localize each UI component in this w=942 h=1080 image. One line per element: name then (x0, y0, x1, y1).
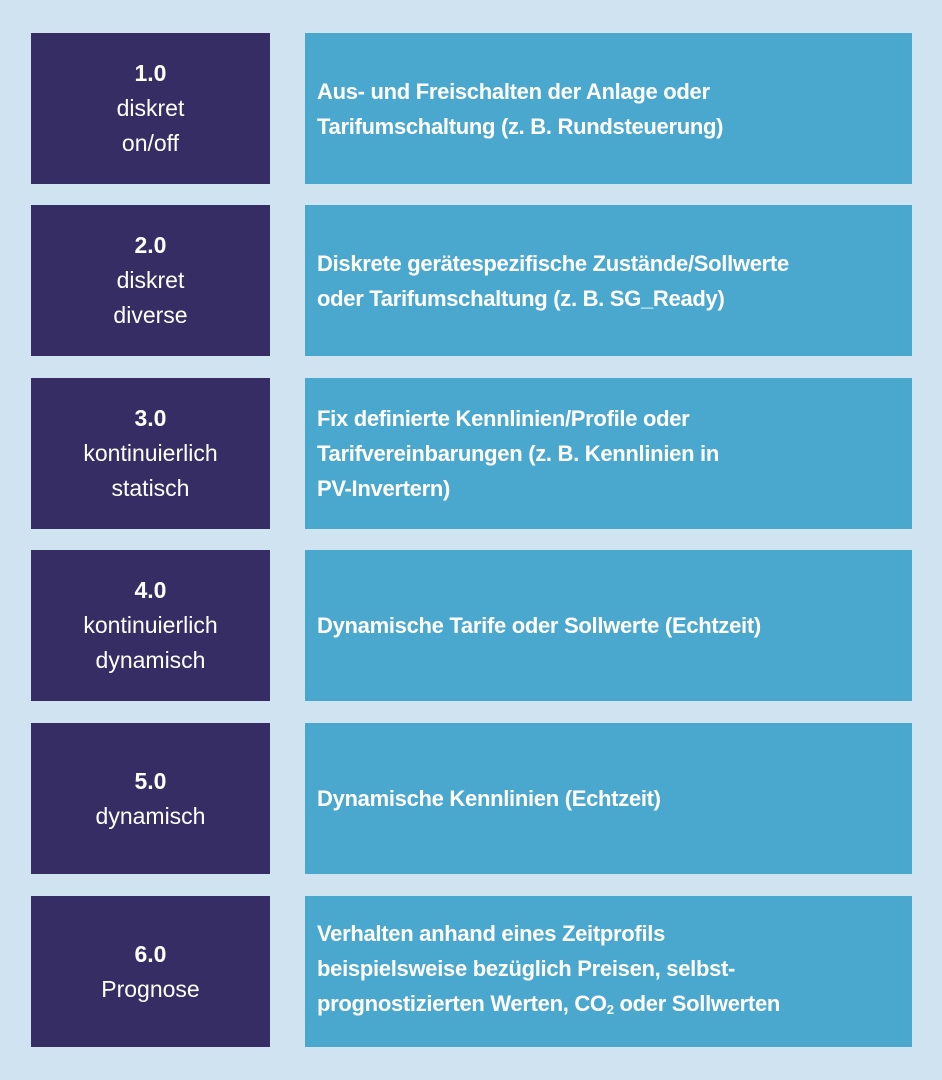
description-line: Verhalten anhand eines Zeitprofils (317, 921, 665, 946)
description-text-part: prognostizierten Werten, CO (317, 991, 607, 1016)
description-text (317, 74, 723, 144)
level-box-4 (31, 550, 270, 701)
description-line: Dynamische Tarife oder Sollwerte (Echtzeit) (317, 613, 761, 638)
description-text-part: oder Sollwerten (613, 991, 781, 1016)
description-text (317, 246, 789, 316)
level-row-2 (31, 205, 912, 356)
level-number: 2.0 (134, 232, 167, 258)
description-box-1 (305, 33, 912, 184)
level-box-2 (31, 205, 270, 356)
level-number: 3.0 (134, 405, 167, 431)
level-number: 4.0 (134, 577, 167, 603)
level-row-6 (31, 896, 912, 1047)
description-box-6 (305, 896, 912, 1047)
description-line: oder Tarifumschaltung (z. B. SG_Ready) (317, 285, 725, 311)
level-label: diverse (113, 302, 188, 328)
description-line: Fix definierte Kennlinien/Profile oder (317, 406, 690, 431)
level-label: on/off (121, 130, 180, 156)
level-label: statisch (111, 475, 190, 501)
description-text (317, 781, 661, 816)
level-box-3 (31, 378, 270, 529)
level-row-3 (31, 378, 912, 529)
description-box-4 (305, 550, 912, 701)
description-line: Tarifumschaltung (z. B. Rundsteuerung) (317, 113, 724, 139)
level-box-6 (31, 896, 270, 1047)
description-text (317, 916, 780, 1027)
level-label: diskret (116, 95, 185, 121)
level-label: diskret (116, 267, 185, 293)
description-line-last (317, 986, 780, 1027)
description-box-5 (305, 723, 912, 874)
description-line: beispielsweise bezüglich Preisen, selbst- (317, 956, 736, 981)
description-box-2 (305, 205, 912, 356)
level-label: dynamisch (95, 802, 206, 829)
description-box-3 (305, 378, 912, 529)
description-text (317, 608, 761, 643)
description-line: Tarifvereinbarungen (z. B. Kennlinien in (317, 441, 719, 466)
level-number: 1.0 (134, 60, 167, 86)
level-row-5 (31, 723, 912, 874)
level-box-5 (31, 723, 270, 874)
level-number: 5.0 (134, 767, 167, 794)
level-label: kontinuierlich (83, 440, 218, 466)
level-label: dynamisch (95, 647, 206, 673)
level-number: 6.0 (134, 940, 167, 967)
level-box-1 (31, 33, 270, 184)
description-text (317, 401, 719, 506)
level-row-1 (31, 33, 912, 184)
subscript-2: 2 (606, 1002, 614, 1017)
level-label: kontinuierlich (83, 612, 218, 638)
level-row-4 (31, 550, 912, 701)
level-label: Prognose (101, 975, 200, 1002)
description-line: Diskrete gerätespezifische Zustände/Sollwerte (317, 250, 789, 276)
description-line: Dynamische Kennlinien (Echtzeit) (317, 786, 661, 811)
description-line: Aus- und Freischalten der Anlage oder (317, 78, 710, 104)
description-line: PV-Invertern) (317, 476, 451, 501)
